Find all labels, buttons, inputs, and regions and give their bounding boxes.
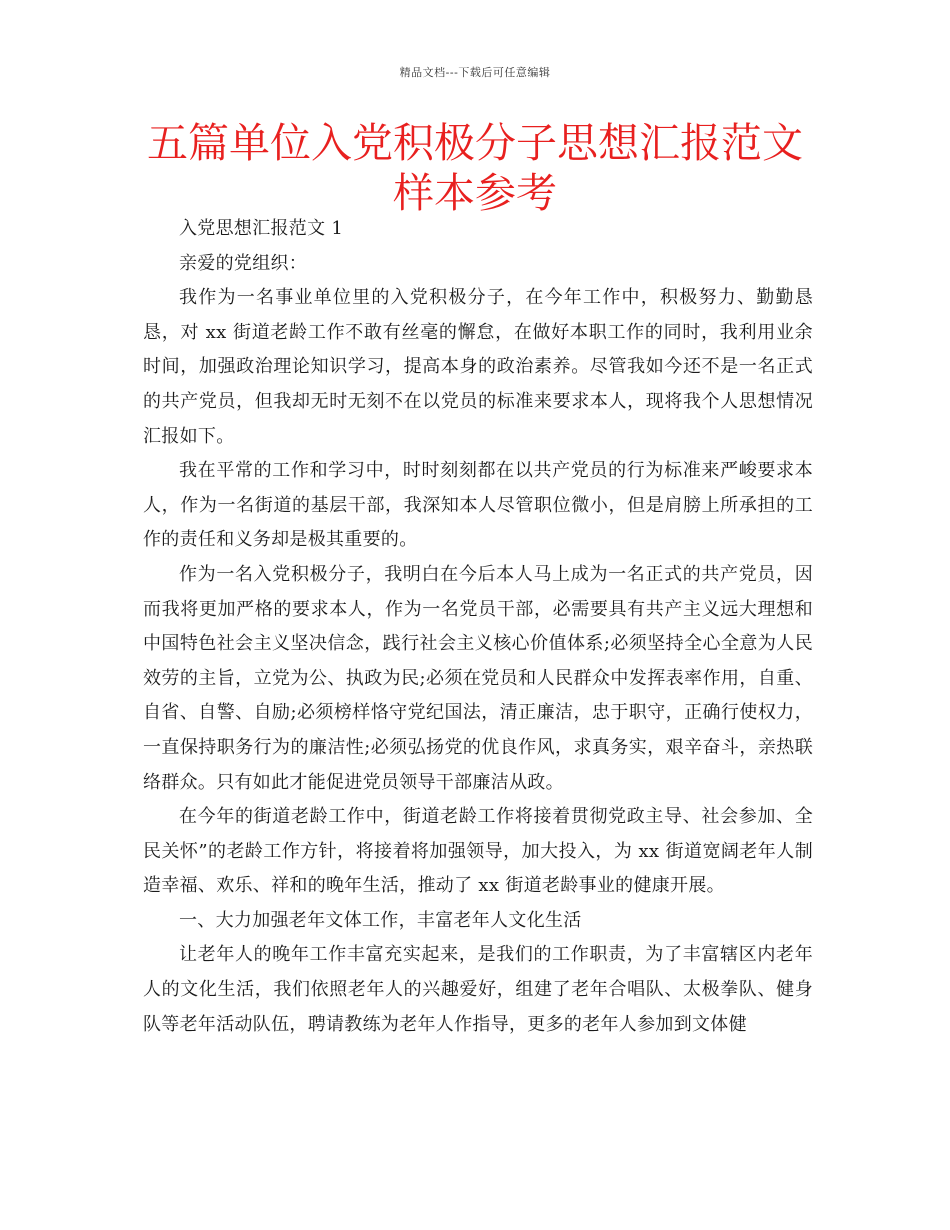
paragraph-salutation: 亲爱的党组织： bbox=[179, 252, 308, 274]
document-body bbox=[143, 212, 813, 1042]
paragraph-elderly-work: 在今年的街道老龄工作中，街道老龄工作将接着贯彻党政主导、社会参加、全民关怀”的老龄工作方针，将接着将加强领导，加大投入，为 xx 街道宽阔老年人制造幸福、欢乐、祥和的晚年生活，推动了 xx 街道老龄事业的健康开展。 bbox=[143, 806, 813, 897]
page-header: 精品文档---下载后可任意编辑 bbox=[399, 66, 551, 79]
paragraph-daily-conduct: 我在平常的工作和学习中，时时刻刻都在以共产党员的行为标准来严峻要求本人，作为一名街道的基层干部，我深知本人尽管职位微小，但是肩膀上所承担的工作的责任和义务却是极其重要的。 bbox=[143, 460, 813, 551]
paragraph-subheading-1: 一、大力加强老年文体工作，丰富老年人文化生活 bbox=[179, 909, 582, 931]
paragraph-party-requirements: 作为一名入党积极分子，我明白在今后本人马上成为一名正式的共产党员，因而我将更加严格的要求本人，作为一名党员干部，必需要具有共产主义远大理想和中国特色社会主义坚决信念，践行社会主义核心价值体系;必须坚持全心全意为人民效劳的主旨，立党为公、执政为民;必须在党员和人民群众中发挥表率作用，自重、自省、自警、自励;必须榜样恪守党纪国法，清正廉洁，忠于职守，正确行使权力，一直保持职务行为的廉洁性;必须弘扬党的优良作风，求真务实，艰辛奋斗，亲热联络群众。只有如此才能促进党员领导干部廉洁从政。 bbox=[143, 563, 813, 793]
document-title: 五篇单位入党积极分子思想汇报范文样本参考 bbox=[147, 119, 803, 217]
paragraph-section-heading: 入党思想汇报范文 1 bbox=[179, 218, 344, 239]
paragraph-intro: 我作为一名事业单位里的入党积极分子，在今年工作中，积极努力、勤勤恳恳，对 xx 街道老龄工作不敢有丝毫的懈怠，在做好本职工作的同时，我利用业余时间，加强政治理论知识学习，提高本身的政治素养。尽管我如今还不是一名正式的共产党员，但我却无时无刻不在以党员的标准来要求本人，现将我个人思想情况汇报如下。 bbox=[143, 287, 813, 447]
paragraph-cultural-activities: 让老年人的晚年工作丰富充实起来，是我们的工作职责，为了丰富辖区内老年人的文化生活，我们依照老年人的兴趣爱好，组建了老年合唱队、太极拳队、健身队等老年活动队伍，聘请教练为老年人作指导，更多的老年人参加到文体健 bbox=[143, 944, 813, 1035]
